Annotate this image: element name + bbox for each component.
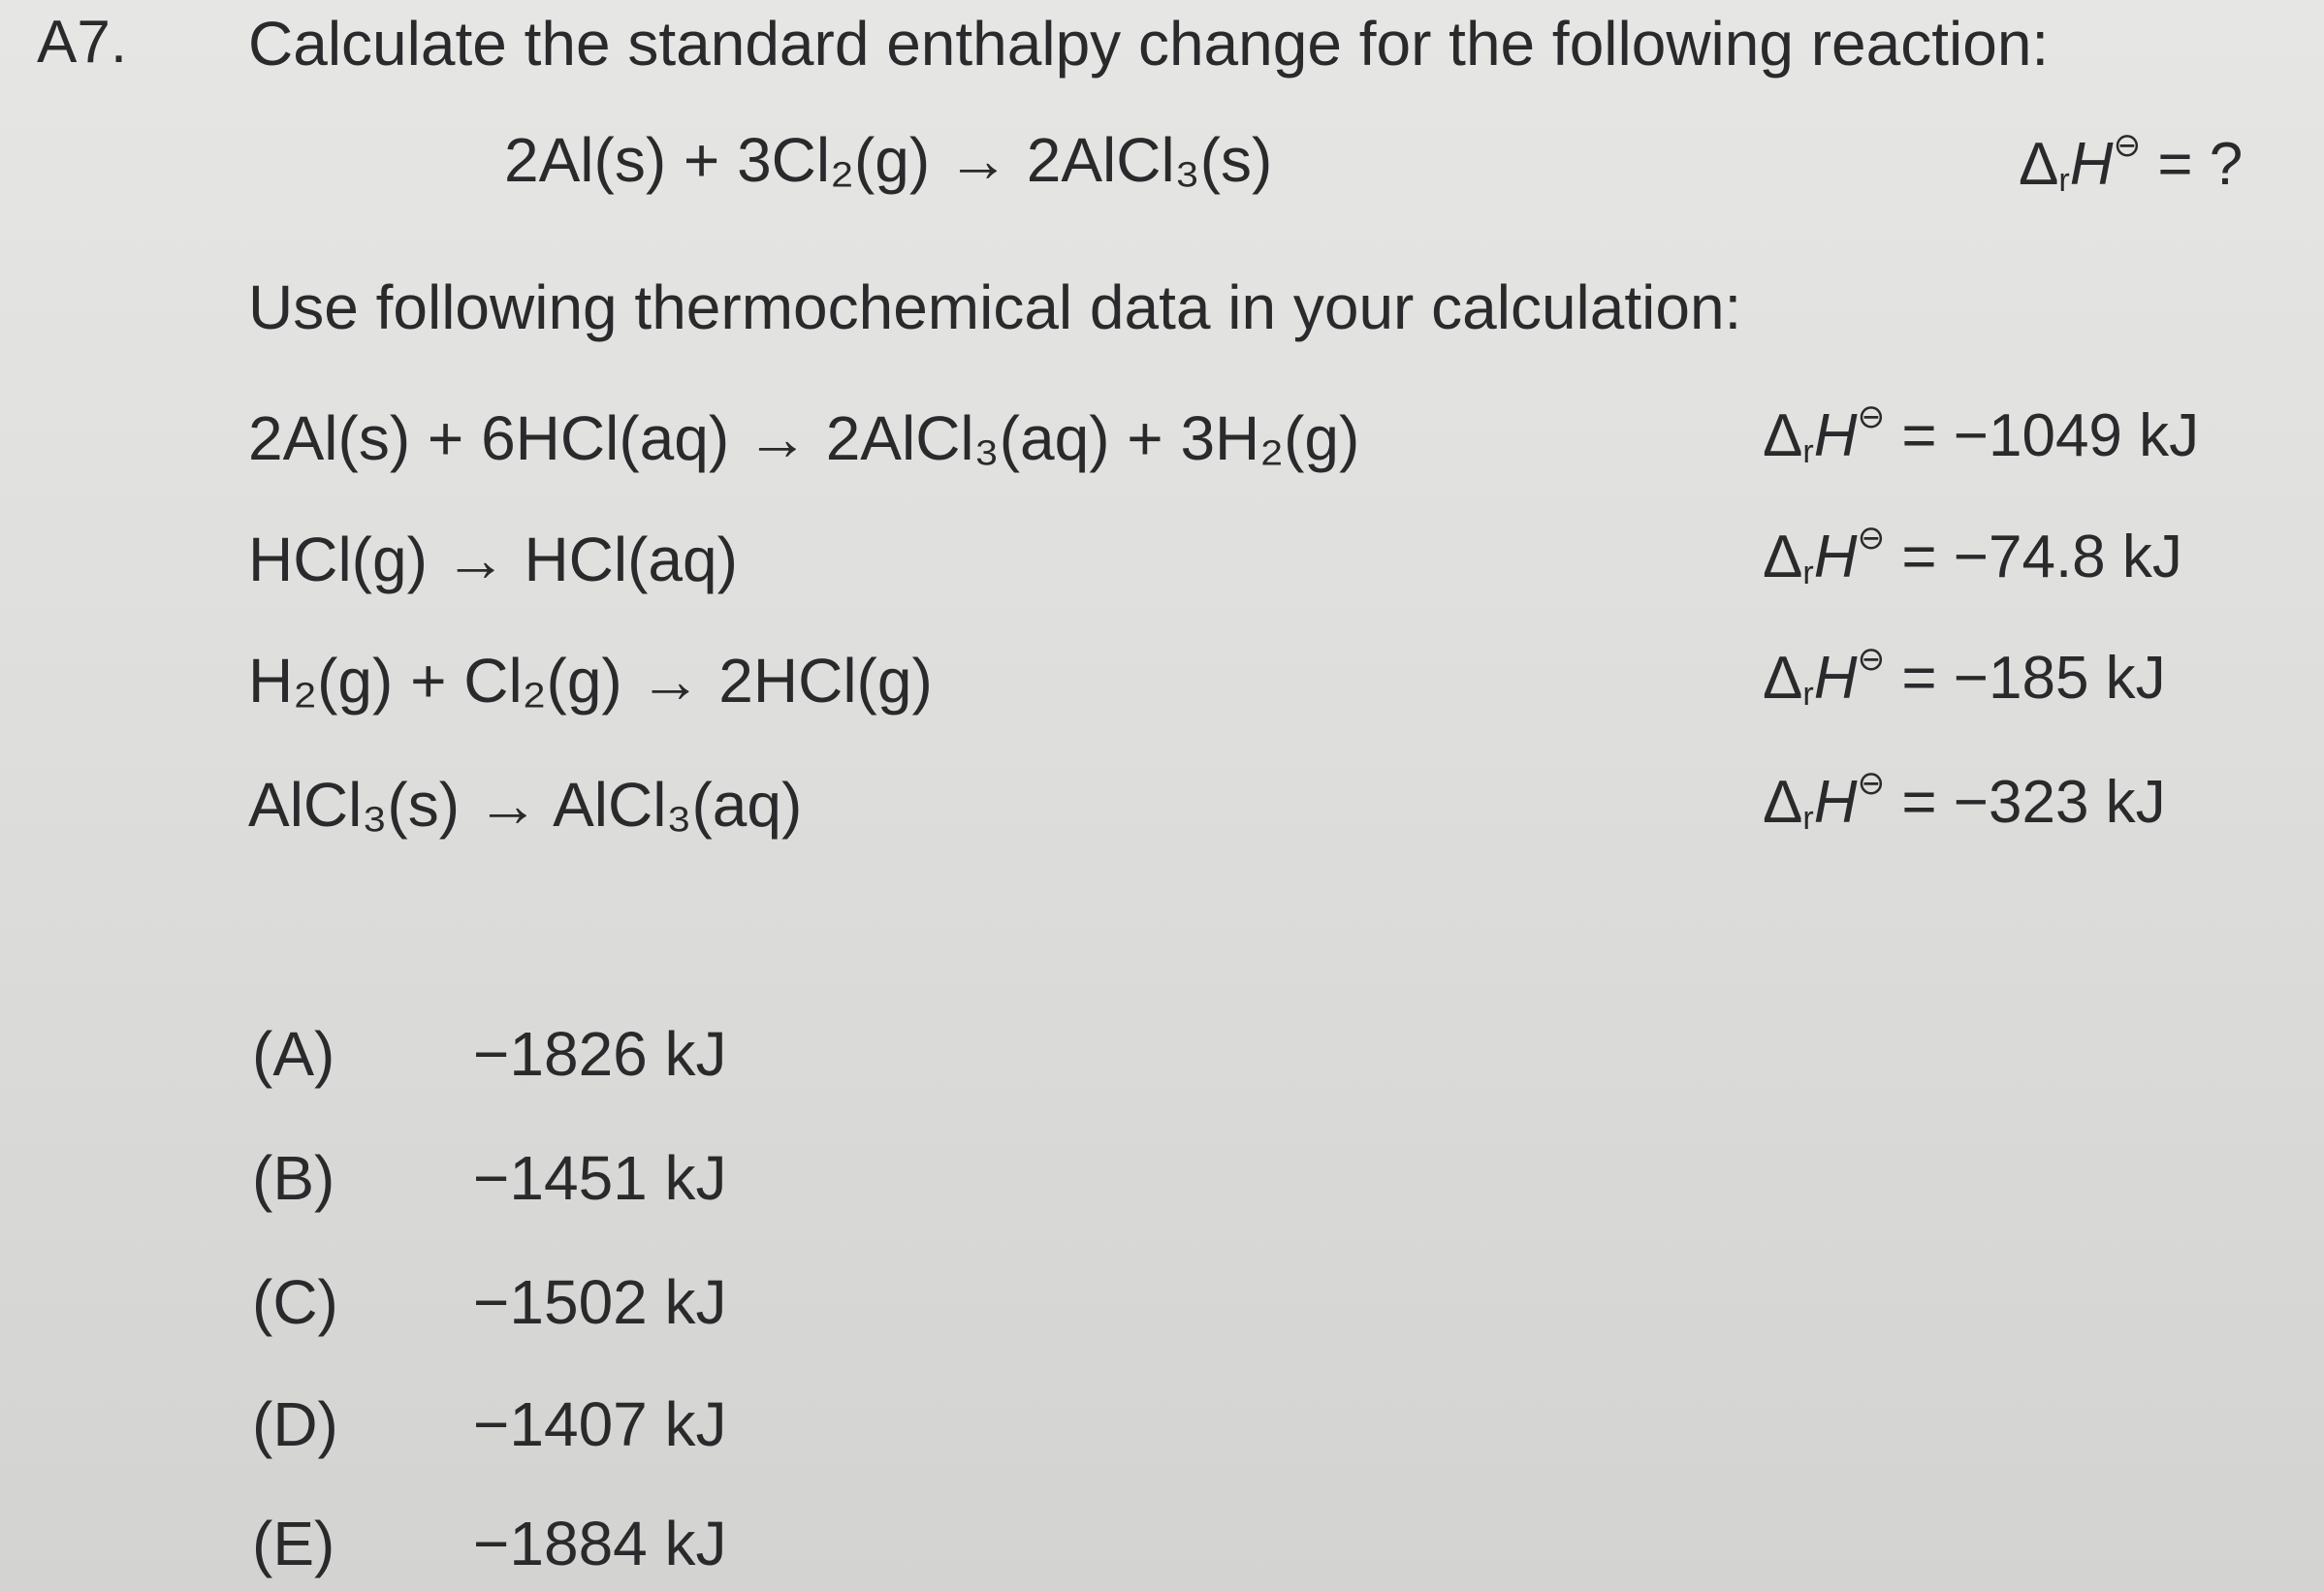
enthalpy-symbol: H <box>1813 768 1858 836</box>
enthalpy-value: = −74.8 kJ <box>1885 523 2182 590</box>
delta-subscript: r <box>1802 432 1814 470</box>
data-reaction-3-enthalpy <box>1763 640 2166 714</box>
data-reaction-3-equation: H₂(g) + Cl₂(g) → 2HCl(g) <box>248 646 933 716</box>
data-reaction-4-equation: AlCl₃(s) → AlCl₃(aq) <box>248 770 803 840</box>
question-number: A7. <box>37 9 128 76</box>
delta-symbol: Δ <box>1763 401 1803 469</box>
data-reaction-1-equation: 2Al(s) + 6HCl(aq) → 2AlCl₃(aq) + 3H₂(g) <box>248 403 1360 473</box>
option-c-letter: (C) <box>252 1267 338 1337</box>
question-prompt: Calculate the standard enthalpy change for the following reaction: <box>248 9 2050 79</box>
delta-subscript: r <box>2058 161 2070 199</box>
option-a-value: −1826 kJ <box>473 1019 727 1089</box>
enthalpy-value: = −323 kJ <box>1885 768 2166 836</box>
delta-symbol: Δ <box>2019 130 2059 198</box>
option-c-value: −1502 kJ <box>473 1267 727 1337</box>
standard-state-symbol: ⊖ <box>1857 641 1886 678</box>
enthalpy-symbol: H <box>1813 401 1858 469</box>
target-reaction-equation: 2Al(s) + 3Cl₂(g) → 2AlCl₃(s) <box>504 125 1273 195</box>
data-intro: Use following thermochemical data in your calculation: <box>248 272 1742 342</box>
data-reaction-2-equation: HCl(g) → HCl(aq) <box>248 525 738 594</box>
standard-state-symbol: ⊖ <box>1857 765 1886 802</box>
option-b-value: −1451 kJ <box>473 1143 727 1213</box>
target-reaction-enthalpy <box>2019 126 2243 200</box>
option-e-letter: (E) <box>252 1509 335 1578</box>
option-a-letter: (A) <box>252 1019 335 1089</box>
data-reaction-1-enthalpy <box>1763 398 2199 471</box>
data-reaction-4-enthalpy <box>1763 764 2166 838</box>
delta-symbol: Δ <box>1763 768 1803 836</box>
option-e-value: −1884 kJ <box>473 1509 727 1578</box>
enthalpy-value: = −1049 kJ <box>1885 401 2200 469</box>
option-d-letter: (D) <box>252 1389 338 1459</box>
enthalpy-symbol: H <box>1813 644 1858 712</box>
delta-subscript: r <box>1802 554 1814 591</box>
standard-state-symbol: ⊖ <box>1857 520 1886 557</box>
standard-state-symbol: ⊖ <box>1857 398 1886 435</box>
enthalpy-value: = −185 kJ <box>1885 644 2166 712</box>
enthalpy-symbol: H <box>2069 130 2114 198</box>
data-reaction-2-enthalpy <box>1763 519 2182 592</box>
option-d-value: −1407 kJ <box>473 1389 727 1459</box>
enthalpy-value: = ? <box>2141 130 2244 198</box>
standard-state-symbol: ⊖ <box>2113 127 2142 164</box>
delta-subscript: r <box>1802 799 1814 837</box>
delta-subscript: r <box>1802 675 1814 713</box>
enthalpy-symbol: H <box>1813 523 1858 590</box>
delta-symbol: Δ <box>1763 523 1803 590</box>
option-b-letter: (B) <box>252 1143 335 1213</box>
delta-symbol: Δ <box>1763 644 1803 712</box>
